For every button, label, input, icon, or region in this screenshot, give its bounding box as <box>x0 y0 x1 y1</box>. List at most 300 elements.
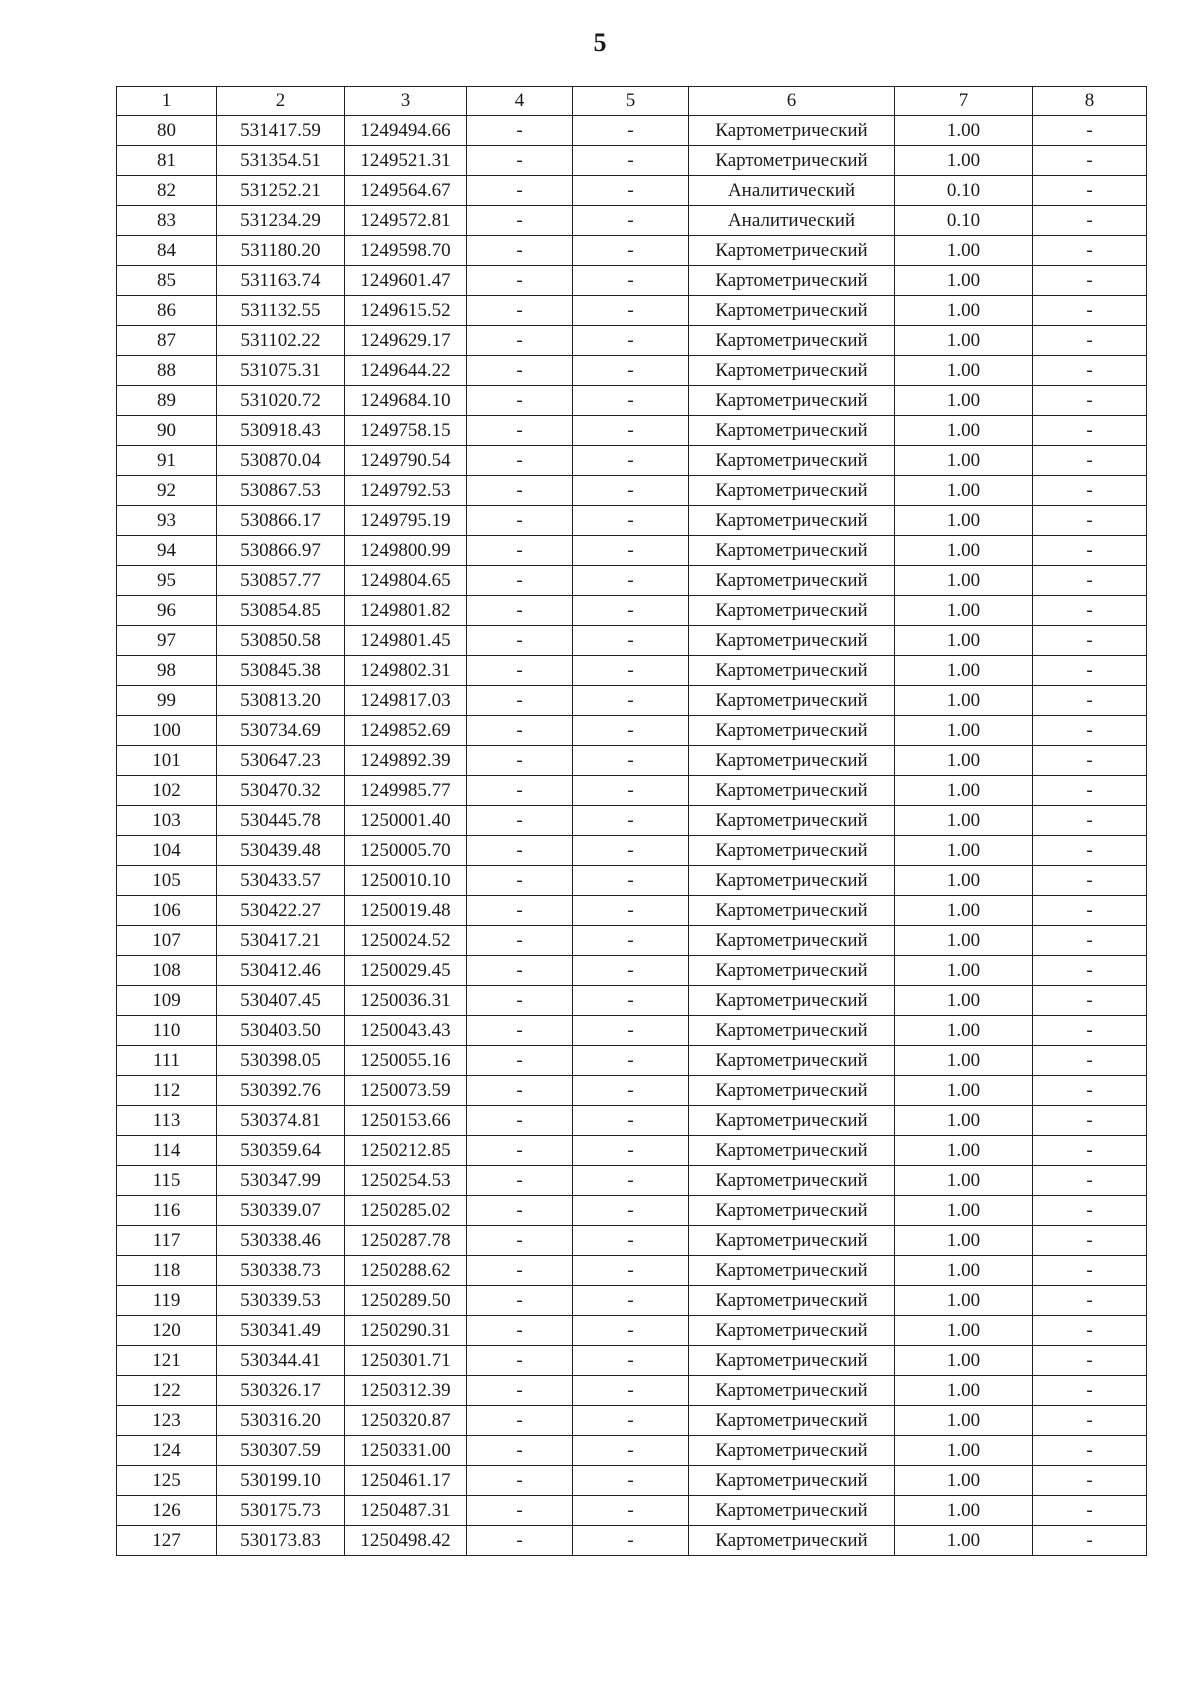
table-row <box>117 446 1147 476</box>
table-cell-col-6: Картометрический <box>689 326 895 356</box>
table-cell-col-8: - <box>1033 296 1147 326</box>
table-cell-col-3: 1250287.78 <box>345 1226 467 1256</box>
table-cell-col-1: 101 <box>117 746 217 776</box>
table-cell-col-8: - <box>1033 266 1147 296</box>
table-cell-col-8: - <box>1033 1286 1147 1316</box>
table-cell-col-4: - <box>467 1376 573 1406</box>
table-cell-col-1: 113 <box>117 1106 217 1136</box>
table-cell-col-8: - <box>1033 1226 1147 1256</box>
table-cell-col-7: 1.00 <box>895 836 1033 866</box>
table-cell-col-1: 105 <box>117 866 217 896</box>
table-cell-col-4: - <box>467 1136 573 1166</box>
table-cell-col-7: 1.00 <box>895 296 1033 326</box>
table-cell-col-8: - <box>1033 836 1147 866</box>
table-cell-col-4: - <box>467 896 573 926</box>
table-cell-col-2: 530445.78 <box>217 806 345 836</box>
table-cell-col-3: 1249790.54 <box>345 446 467 476</box>
table-cell-col-8: - <box>1033 416 1147 446</box>
table-cell-col-1: 125 <box>117 1466 217 1496</box>
table-cell-col-5: - <box>573 776 689 806</box>
table-cell-col-2: 530392.76 <box>217 1076 345 1106</box>
table-cell-col-7: 1.00 <box>895 386 1033 416</box>
table-cell-col-5: - <box>573 686 689 716</box>
table-row <box>117 236 1147 266</box>
table-cell-col-8: - <box>1033 806 1147 836</box>
table-cell-col-5: - <box>573 386 689 416</box>
table-cell-col-1: 82 <box>117 176 217 206</box>
table-cell-col-1: 126 <box>117 1496 217 1526</box>
table-cell-col-6: Картометрический <box>689 1046 895 1076</box>
table-row <box>117 1436 1147 1466</box>
table-cell-col-5: - <box>573 926 689 956</box>
table-cell-col-4: - <box>467 626 573 656</box>
table-cell-col-1: 88 <box>117 356 217 386</box>
table-cell-col-4: - <box>467 1316 573 1346</box>
table-row <box>117 566 1147 596</box>
table-cell-col-4: - <box>467 1346 573 1376</box>
table-row <box>117 536 1147 566</box>
table-cell-col-2: 530813.20 <box>217 686 345 716</box>
table-cell-col-7: 1.00 <box>895 1406 1033 1436</box>
coordinates-table <box>116 86 1147 1556</box>
table-cell-col-1: 109 <box>117 986 217 1016</box>
table-row <box>117 1316 1147 1346</box>
table-row <box>117 1166 1147 1196</box>
table-cell-col-2: 530175.73 <box>217 1496 345 1526</box>
table-cell-col-1: 117 <box>117 1226 217 1256</box>
table-cell-col-5: - <box>573 896 689 926</box>
table-cell-col-3: 1250254.53 <box>345 1166 467 1196</box>
table-cell-col-5: - <box>573 1256 689 1286</box>
table-cell-col-8: - <box>1033 326 1147 356</box>
table-cell-col-6: Картометрический <box>689 116 895 146</box>
table-cell-col-1: 83 <box>117 206 217 236</box>
table-cell-col-8: - <box>1033 536 1147 566</box>
table-cell-col-7: 1.00 <box>895 686 1033 716</box>
table-cell-col-6: Картометрический <box>689 1196 895 1226</box>
table-cell-col-8: - <box>1033 716 1147 746</box>
table-cell-col-6: Картометрический <box>689 1466 895 1496</box>
table-cell-col-7: 1.00 <box>895 1436 1033 1466</box>
table-cell-col-5: - <box>573 986 689 1016</box>
table-cell-col-3: 1250055.16 <box>345 1046 467 1076</box>
table-cell-col-3: 1249758.15 <box>345 416 467 446</box>
table-cell-col-6: Картометрический <box>689 1076 895 1106</box>
table-row <box>117 716 1147 746</box>
table-cell-col-5: - <box>573 1346 689 1376</box>
table-cell-col-4: - <box>467 1466 573 1496</box>
table-row <box>117 1256 1147 1286</box>
table-cell-col-7: 1.00 <box>895 596 1033 626</box>
table-row <box>117 896 1147 926</box>
table-row <box>117 596 1147 626</box>
table-cell-col-4: - <box>467 596 573 626</box>
table-cell-col-5: - <box>573 1466 689 1496</box>
table-cell-col-8: - <box>1033 116 1147 146</box>
table-cell-col-8: - <box>1033 686 1147 716</box>
table-cell-col-3: 1249564.67 <box>345 176 467 206</box>
table-cell-col-2: 530433.57 <box>217 866 345 896</box>
table-cell-col-4: - <box>467 476 573 506</box>
table-row <box>117 986 1147 1016</box>
table-cell-col-4: - <box>467 176 573 206</box>
table-cell-col-6: Картометрический <box>689 1436 895 1466</box>
table-cell-col-2: 530338.73 <box>217 1256 345 1286</box>
table-cell-col-6: Картометрический <box>689 146 895 176</box>
table-cell-col-6: Картометрический <box>689 896 895 926</box>
table-cell-col-6: Картометрический <box>689 1136 895 1166</box>
table-cell-col-4: - <box>467 806 573 836</box>
table-cell-col-2: 530374.81 <box>217 1106 345 1136</box>
table-cell-col-7: 0.10 <box>895 176 1033 206</box>
table-cell-col-8: - <box>1033 356 1147 386</box>
table-cell-col-6: Картометрический <box>689 416 895 446</box>
table-cell-col-5: - <box>573 1016 689 1046</box>
table-cell-col-7: 1.00 <box>895 1196 1033 1226</box>
table-cell-col-2: 530326.17 <box>217 1376 345 1406</box>
table-cell-col-3: 1249615.52 <box>345 296 467 326</box>
table-cell-col-3: 1250073.59 <box>345 1076 467 1106</box>
table-cell-col-5: - <box>573 1226 689 1256</box>
table-cell-col-1: 121 <box>117 1346 217 1376</box>
table-cell-col-4: - <box>467 836 573 866</box>
table-cell-col-1: 110 <box>117 1016 217 1046</box>
table-cell-col-8: - <box>1033 1196 1147 1226</box>
table-row <box>117 776 1147 806</box>
table-cell-col-1: 106 <box>117 896 217 926</box>
table-cell-col-3: 1250036.31 <box>345 986 467 1016</box>
table-cell-col-6: Картометрический <box>689 926 895 956</box>
table-cell-col-3: 1250043.43 <box>345 1016 467 1046</box>
table-cell-col-7: 1.00 <box>895 536 1033 566</box>
table-cell-col-3: 1250288.62 <box>345 1256 467 1286</box>
table-cell-col-1: 98 <box>117 656 217 686</box>
table-cell-col-4: - <box>467 296 573 326</box>
table-cell-col-8: - <box>1033 596 1147 626</box>
table-cell-col-6: Картометрический <box>689 1346 895 1376</box>
table-cell-col-3: 1249795.19 <box>345 506 467 536</box>
table-cell-col-6: Картометрический <box>689 776 895 806</box>
table-cell-col-2: 531020.72 <box>217 386 345 416</box>
table-row <box>117 356 1147 386</box>
table-cell-col-3: 1249817.03 <box>345 686 467 716</box>
table-cell-col-8: - <box>1033 446 1147 476</box>
table-cell-col-2: 530845.38 <box>217 656 345 686</box>
table-cell-col-5: - <box>573 236 689 266</box>
table-cell-col-5: - <box>573 506 689 536</box>
table-cell-col-7: 1.00 <box>895 716 1033 746</box>
table-cell-col-3: 1250290.31 <box>345 1316 467 1346</box>
table-row <box>117 296 1147 326</box>
table-cell-col-4: - <box>467 1256 573 1286</box>
table-row <box>117 1226 1147 1256</box>
table-cell-col-7: 1.00 <box>895 1016 1033 1046</box>
table-cell-col-4: - <box>467 986 573 1016</box>
table-cell-col-2: 530347.99 <box>217 1166 345 1196</box>
table-cell-col-3: 1249801.45 <box>345 626 467 656</box>
table-cell-col-7: 1.00 <box>895 236 1033 266</box>
table-cell-col-3: 1250301.71 <box>345 1346 467 1376</box>
table-cell-col-6: Картометрический <box>689 1016 895 1046</box>
table-cell-col-8: - <box>1033 1526 1147 1556</box>
table-cell-col-3: 1250289.50 <box>345 1286 467 1316</box>
table-cell-col-7: 1.00 <box>895 1376 1033 1406</box>
table-cell-col-6: Картометрический <box>689 296 895 326</box>
table-row <box>117 476 1147 506</box>
table-cell-col-3: 1250024.52 <box>345 926 467 956</box>
table-cell-col-4: - <box>467 1436 573 1466</box>
table-cell-col-8: - <box>1033 1256 1147 1286</box>
header-row <box>117 87 1147 116</box>
table-cell-col-3: 1249644.22 <box>345 356 467 386</box>
table-cell-col-2: 531075.31 <box>217 356 345 386</box>
table-cell-col-2: 531354.51 <box>217 146 345 176</box>
table-row <box>117 656 1147 686</box>
table-cell-col-7: 1.00 <box>895 146 1033 176</box>
table-row <box>117 686 1147 716</box>
table-cell-col-8: - <box>1033 926 1147 956</box>
table-row <box>117 506 1147 536</box>
table-cell-col-3: 1250029.45 <box>345 956 467 986</box>
table-cell-col-6: Картометрический <box>689 1496 895 1526</box>
table-cell-col-8: - <box>1033 1436 1147 1466</box>
table-cell-col-7: 1.00 <box>895 356 1033 386</box>
table-cell-col-1: 124 <box>117 1436 217 1466</box>
table-cell-col-2: 530647.23 <box>217 746 345 776</box>
table-cell-col-2: 530867.53 <box>217 476 345 506</box>
table-cell-col-5: - <box>573 266 689 296</box>
table-cell-col-1: 102 <box>117 776 217 806</box>
table-cell-col-5: - <box>573 1166 689 1196</box>
table-cell-col-2: 530339.53 <box>217 1286 345 1316</box>
table-row <box>117 746 1147 776</box>
table-row <box>117 326 1147 356</box>
table-cell-col-1: 91 <box>117 446 217 476</box>
table-cell-col-8: - <box>1033 176 1147 206</box>
table-cell-col-1: 111 <box>117 1046 217 1076</box>
table-cell-col-7: 1.00 <box>895 656 1033 686</box>
table-cell-col-2: 530866.17 <box>217 506 345 536</box>
table-cell-col-5: - <box>573 566 689 596</box>
page-number: 5 <box>593 28 607 57</box>
table-cell-col-2: 530734.69 <box>217 716 345 746</box>
table-cell-col-6: Картометрический <box>689 1106 895 1136</box>
table-cell-col-5: - <box>573 1046 689 1076</box>
column-header-6: 6 <box>689 87 895 116</box>
table-cell-col-4: - <box>467 1046 573 1076</box>
table-cell-col-4: - <box>467 326 573 356</box>
table-cell-col-1: 119 <box>117 1286 217 1316</box>
table-cell-col-3: 1249572.81 <box>345 206 467 236</box>
table-cell-col-6: Картометрический <box>689 1166 895 1196</box>
table-cell-col-1: 87 <box>117 326 217 356</box>
table-cell-col-8: - <box>1033 626 1147 656</box>
table-cell-col-4: - <box>467 416 573 446</box>
table-cell-col-2: 531180.20 <box>217 236 345 266</box>
table-row <box>117 416 1147 446</box>
table-cell-col-2: 530403.50 <box>217 1016 345 1046</box>
table-cell-col-7: 1.00 <box>895 446 1033 476</box>
table-cell-col-8: - <box>1033 506 1147 536</box>
table-cell-col-6: Аналитический <box>689 206 895 236</box>
table-cell-col-3: 1249802.31 <box>345 656 467 686</box>
table-cell-col-1: 112 <box>117 1076 217 1106</box>
table-cell-col-4: - <box>467 1016 573 1046</box>
table-cell-col-5: - <box>573 1286 689 1316</box>
table-cell-col-4: - <box>467 716 573 746</box>
table-cell-col-3: 1249629.17 <box>345 326 467 356</box>
table-cell-col-2: 530359.64 <box>217 1136 345 1166</box>
table-cell-col-5: - <box>573 356 689 386</box>
table-cell-col-5: - <box>573 1106 689 1136</box>
table-cell-col-2: 530850.58 <box>217 626 345 656</box>
table-row <box>117 146 1147 176</box>
table-cell-col-8: - <box>1033 1346 1147 1376</box>
table-cell-col-8: - <box>1033 1016 1147 1046</box>
table-cell-col-5: - <box>573 656 689 686</box>
table-cell-col-2: 530339.07 <box>217 1196 345 1226</box>
table-cell-col-5: - <box>573 716 689 746</box>
table-cell-col-5: - <box>573 116 689 146</box>
table-cell-col-1: 127 <box>117 1526 217 1556</box>
table-cell-col-4: - <box>467 446 573 476</box>
table-cell-col-4: - <box>467 536 573 566</box>
column-header-4: 4 <box>467 87 573 116</box>
table-cell-col-2: 531132.55 <box>217 296 345 326</box>
table-cell-col-4: - <box>467 656 573 686</box>
table-cell-col-7: 1.00 <box>895 476 1033 506</box>
table-row <box>117 206 1147 236</box>
table-cell-col-8: - <box>1033 866 1147 896</box>
table-cell-col-8: - <box>1033 986 1147 1016</box>
table-cell-col-2: 530173.83 <box>217 1526 345 1556</box>
table-cell-col-5: - <box>573 1136 689 1166</box>
table-cell-col-3: 1250153.66 <box>345 1106 467 1136</box>
table-cell-col-1: 123 <box>117 1406 217 1436</box>
table-cell-col-6: Картометрический <box>689 1526 895 1556</box>
table-cell-col-7: 1.00 <box>895 1346 1033 1376</box>
table-cell-col-2: 530417.21 <box>217 926 345 956</box>
table-cell-col-1: 122 <box>117 1376 217 1406</box>
table-cell-col-2: 530307.59 <box>217 1436 345 1466</box>
table-cell-col-8: - <box>1033 1316 1147 1346</box>
table-cell-col-6: Картометрический <box>689 716 895 746</box>
table-cell-col-1: 103 <box>117 806 217 836</box>
table-row <box>117 1526 1147 1556</box>
table-cell-col-6: Картометрический <box>689 746 895 776</box>
table-cell-col-7: 1.00 <box>895 1466 1033 1496</box>
table-row <box>117 1466 1147 1496</box>
table-cell-col-5: - <box>573 296 689 326</box>
table-cell-col-8: - <box>1033 1166 1147 1196</box>
table-cell-col-5: - <box>573 416 689 446</box>
table-cell-col-1: 89 <box>117 386 217 416</box>
table-cell-col-8: - <box>1033 1466 1147 1496</box>
table-cell-col-7: 0.10 <box>895 206 1033 236</box>
table-row <box>117 836 1147 866</box>
table-cell-col-6: Картометрический <box>689 1406 895 1436</box>
table-cell-col-8: - <box>1033 386 1147 416</box>
table-cell-col-1: 108 <box>117 956 217 986</box>
table-cell-col-7: 1.00 <box>895 1526 1033 1556</box>
table-cell-col-2: 530422.27 <box>217 896 345 926</box>
table-cell-col-3: 1249892.39 <box>345 746 467 776</box>
table-cell-col-5: - <box>573 1526 689 1556</box>
table-cell-col-6: Картометрический <box>689 446 895 476</box>
table-cell-col-7: 1.00 <box>895 1076 1033 1106</box>
table-cell-col-8: - <box>1033 1406 1147 1436</box>
table-cell-col-1: 118 <box>117 1256 217 1286</box>
table-cell-col-7: 1.00 <box>895 956 1033 986</box>
table-cell-col-4: - <box>467 506 573 536</box>
table-cell-col-4: - <box>467 926 573 956</box>
table-cell-col-5: - <box>573 1406 689 1436</box>
table-cell-col-2: 530866.97 <box>217 536 345 566</box>
table-row <box>117 1286 1147 1316</box>
table-cell-col-8: - <box>1033 566 1147 596</box>
table-row <box>117 1016 1147 1046</box>
table-row <box>117 956 1147 986</box>
table-cell-col-6: Картометрический <box>689 956 895 986</box>
table-cell-col-7: 1.00 <box>895 116 1033 146</box>
table-row <box>117 116 1147 146</box>
table-cell-col-6: Картометрический <box>689 356 895 386</box>
table-row <box>117 1106 1147 1136</box>
table-cell-col-5: - <box>573 146 689 176</box>
table-row <box>117 1496 1147 1526</box>
table-cell-col-1: 80 <box>117 116 217 146</box>
table-cell-col-8: - <box>1033 1046 1147 1076</box>
table-row <box>117 1076 1147 1106</box>
table-cell-col-1: 114 <box>117 1136 217 1166</box>
table-cell-col-5: - <box>573 956 689 986</box>
table-cell-col-4: - <box>467 776 573 806</box>
table-cell-col-7: 1.00 <box>895 866 1033 896</box>
column-header-5: 5 <box>573 87 689 116</box>
table-cell-col-5: - <box>573 1196 689 1226</box>
table-cell-col-5: - <box>573 806 689 836</box>
table-cell-col-5: - <box>573 1436 689 1466</box>
table-cell-col-6: Картометрический <box>689 806 895 836</box>
table-cell-col-5: - <box>573 1376 689 1406</box>
table-cell-col-1: 97 <box>117 626 217 656</box>
table-cell-col-5: - <box>573 1316 689 1346</box>
table-cell-col-8: - <box>1033 236 1147 266</box>
table-cell-col-2: 530854.85 <box>217 596 345 626</box>
table-cell-col-7: 1.00 <box>895 776 1033 806</box>
table-cell-col-5: - <box>573 206 689 236</box>
table-cell-col-1: 120 <box>117 1316 217 1346</box>
table-cell-col-5: - <box>573 626 689 656</box>
table-row <box>117 1046 1147 1076</box>
table-cell-col-3: 1249800.99 <box>345 536 467 566</box>
table-cell-col-6: Картометрический <box>689 686 895 716</box>
table-row <box>117 1196 1147 1226</box>
table-cell-col-3: 1250461.17 <box>345 1466 467 1496</box>
table-cell-col-7: 1.00 <box>895 1286 1033 1316</box>
table-row <box>117 1406 1147 1436</box>
table-cell-col-3: 1249985.77 <box>345 776 467 806</box>
table-cell-col-2: 531234.29 <box>217 206 345 236</box>
table-cell-col-1: 99 <box>117 686 217 716</box>
table-row <box>117 626 1147 656</box>
table-cell-col-1: 81 <box>117 146 217 176</box>
table-cell-col-2: 530918.43 <box>217 416 345 446</box>
table-cell-col-4: - <box>467 746 573 776</box>
table-cell-col-5: - <box>573 446 689 476</box>
table-cell-col-7: 1.00 <box>895 1496 1033 1526</box>
table-cell-col-2: 530412.46 <box>217 956 345 986</box>
